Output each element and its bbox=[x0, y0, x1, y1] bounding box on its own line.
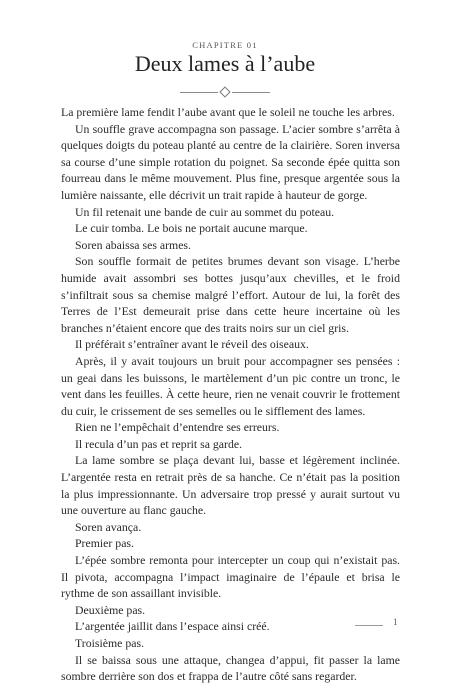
chapter-title: Deux lames à l’aube bbox=[134, 51, 316, 76]
paragraph: L’argentée jaillit dans l’espace ainsi créé. bbox=[75, 619, 270, 634]
paragraph: Rien ne l’empêchait d’entendre ses erreurs. bbox=[75, 420, 280, 435]
paragraph: La lame sombre se plaça devant lui, basse et légèrement inclinée. L’argentée resta en retrait près de sa hanche. Ce n’était pas la position la plus impressionnante. Un adversaire trop pressé y aurait surtout vu une ouverture au flanc gauche. bbox=[61, 453, 400, 518]
paragraph: Il préférait s’entraîner avant le réveil des oiseaux. bbox=[75, 337, 309, 352]
paragraph: Premier pas. bbox=[75, 536, 134, 551]
paragraph: Troisième pas. bbox=[75, 636, 145, 650]
paragraph: Soren avança. bbox=[75, 519, 142, 534]
page-number: 1 bbox=[393, 617, 398, 627]
ornament-line-left bbox=[180, 92, 218, 93]
paragraph: Le cuir tomba. Le bois ne portait aucune marque. bbox=[75, 221, 308, 236]
paragraph: L’épée sombre remonta pour intercepter un coup qui n’existait pas. Il pivota, accompagna l’impact imaginaire de l’épaule et brisa le rythme de son assaillant invisible. bbox=[61, 553, 400, 601]
paragraph: Un fil retenait une bande de cuir au sommet du poteau. bbox=[75, 204, 335, 219]
paragraph: Deuxième pas. bbox=[75, 602, 146, 617]
ornament-line-right bbox=[232, 92, 270, 93]
title-ornament bbox=[180, 87, 270, 97]
paragraph: Soren abaissa ses armes. bbox=[75, 237, 191, 252]
paragraph: La première lame fendit l’aube avant que le soleil ne touche les arbres. bbox=[61, 105, 395, 119]
paragraph: Il recula d’un pas et reprit sa garde. bbox=[75, 436, 243, 451]
footer-rule bbox=[355, 625, 383, 626]
paragraph: Son souffle formait de petites brumes devant son visage. L’herbe humide avait assombri ses bottes jusqu’aux chevilles, et le froid s’infiltrait sous sa chemise malgré l’effort. Autour de lui, la forêt des Terres de l’Est demeurait prise dans cette heure incertaine où les branches n’étaient encore que des traits noirs sur un ciel gris. bbox=[61, 254, 400, 335]
paragraph: Un souffle grave accompagna son passage. L’acier sombre s’arrêta à quelques doigts du poteau planté au centre de la clairière. Soren inversa sa course d’une simple rotation du poignet. Sa seconde épée quitta son fourreau dans le même mouvement. Plus fine, presque argentée sous la lumière naissante, elle décrivit un trait rapide à hauteur de gorge. bbox=[61, 121, 400, 202]
paragraph: Après, il y avait toujours un bruit pour accompagner ses pensées : un geai dans les buissons, le martèlement d’un pic contre un tronc, le vent dans les feuilles. À cette heure, rien ne venait couvrir le frottement du cuir, le crissement de ses semelles ou le sifflement des lames. bbox=[61, 353, 400, 418]
chapter-body bbox=[61, 104, 400, 685]
chapter-label: CHAPITRE 01 bbox=[192, 40, 258, 50]
diamond-icon bbox=[219, 86, 230, 97]
paragraph: Il se baissa sous une attaque, changea d’appui, fit passer la lame sombre derrière son dos et frappa de l’autre côté sans regarder. bbox=[61, 652, 400, 684]
